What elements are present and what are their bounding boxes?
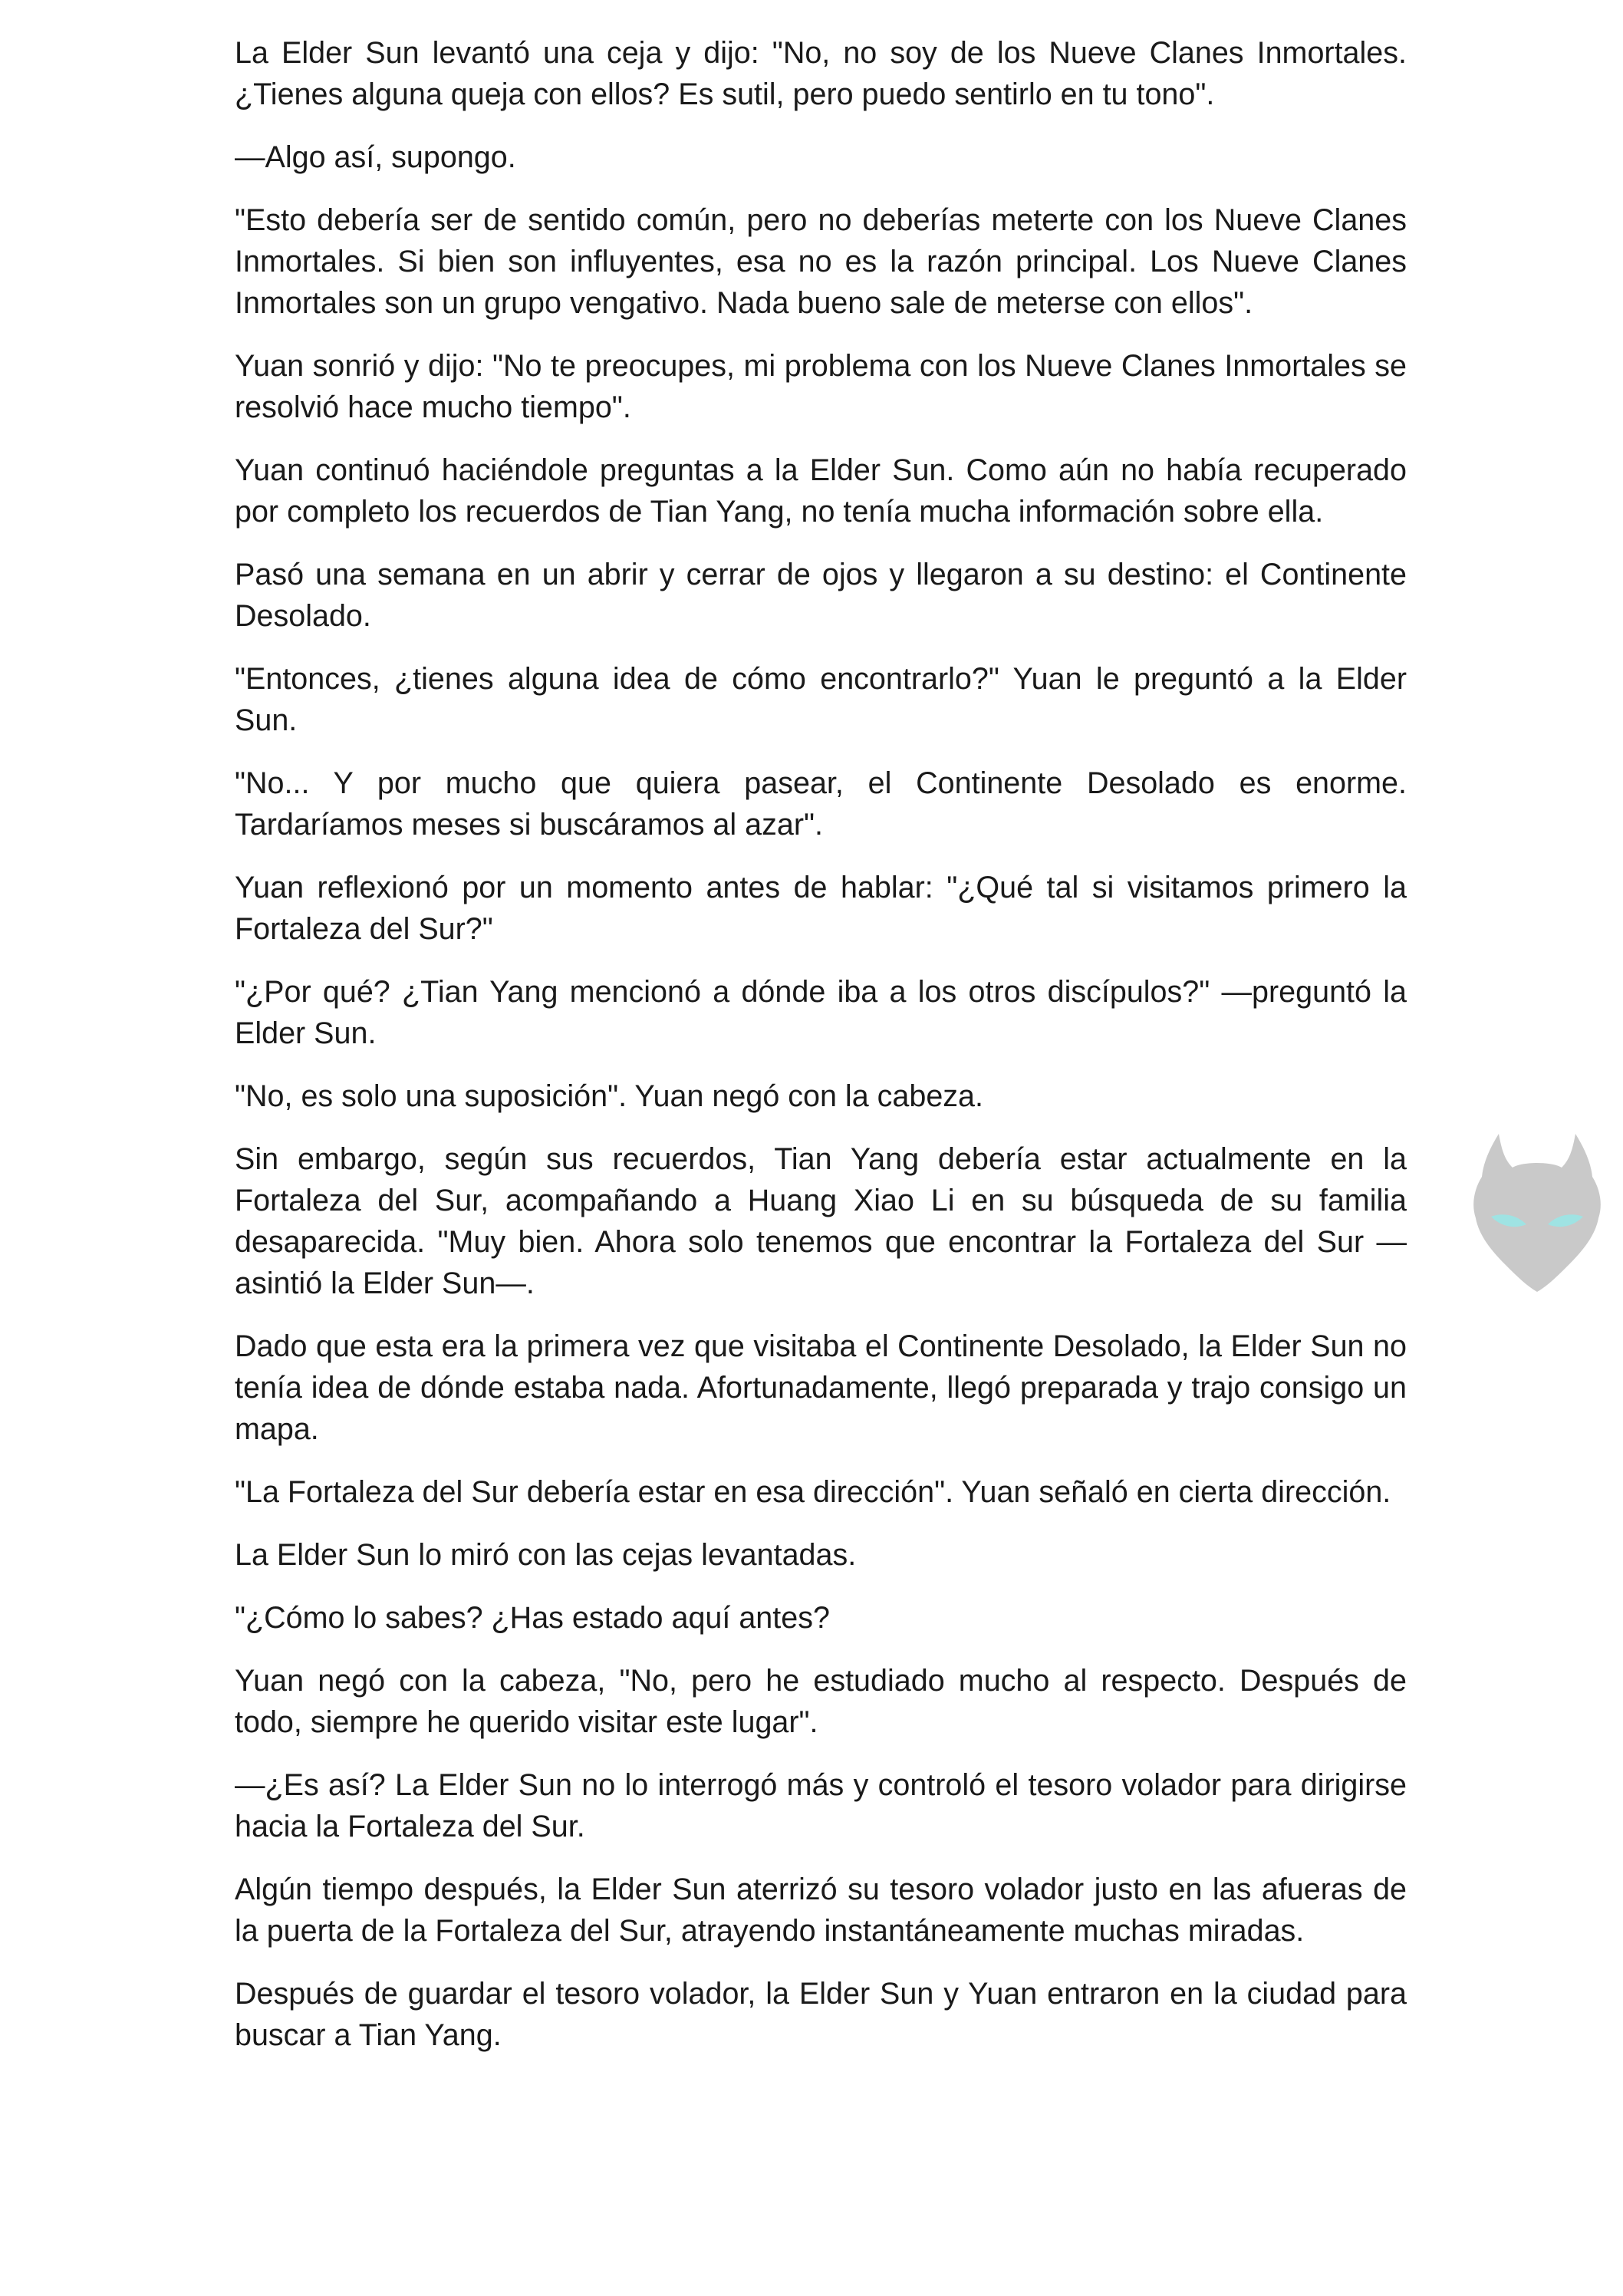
paragraph: Yuan continuó haciéndole preguntas a la Elder Sun. Como aún no había recuperado por completo los recuerdos de Tian Yang, no tenía mucha información sobre ella. bbox=[235, 453, 1407, 529]
body-text bbox=[235, 32, 1407, 2077]
paragraph: "¿Por qué? ¿Tian Yang mencionó a dónde iba a los otros discípulos?" —preguntó la Elder Sun. bbox=[235, 975, 1407, 1050]
paragraph: Sin embargo, según sus recuerdos, Tian Yang debería estar actualmente en la Fortaleza del Sur, acompañando a Huang Xiao Li en su búsqueda de su familia desaparecida. "Muy bien. Ahora solo tenemos que encontrar la Fortaleza del Sur —asintió la Elder Sun—. bbox=[235, 1142, 1407, 1300]
paragraph: "No... Y por mucho que quiera pasear, el Continente Desolado es enorme. Tardaríamos meses si buscáramos al azar". bbox=[235, 766, 1407, 842]
paragraph: Dado que esta era la primera vez que visitaba el Continente Desolado, la Elder Sun no tenía idea de dónde estaba nada. Afortunadamente, llegó preparada y trajo consigo un mapa. bbox=[235, 1329, 1407, 1446]
paragraph: Después de guardar el tesoro volador, la Elder Sun y Yuan entraron en la ciudad para buscar a Tian Yang. bbox=[235, 1977, 1407, 2052]
paragraph: "La Fortaleza del Sur debería estar en esa dirección". Yuan señaló en cierta dirección. bbox=[235, 1475, 1391, 1509]
demon-head-icon bbox=[1468, 1128, 1606, 1296]
paragraph: Pasó una semana en un abrir y cerrar de ojos y llegaron a su destino: el Continente Desolado. bbox=[235, 558, 1407, 633]
paragraph: "No, es solo una suposición". Yuan negó con la cabeza. bbox=[235, 1079, 983, 1113]
paragraph: —Algo así, supongo. bbox=[235, 140, 516, 174]
paragraph: "¿Cómo lo sabes? ¿Has estado aquí antes? bbox=[235, 1601, 830, 1635]
paragraph: Algún tiempo después, la Elder Sun aterrizó su tesoro volador justo en las afueras de la puerta de la Fortaleza del Sur, atrayendo instantáneamente muchas miradas. bbox=[235, 1873, 1407, 1948]
paragraph: Yuan sonrió y dijo: "No te preocupes, mi problema con los Nueve Clanes Inmortales se resolvió hace mucho tiempo". bbox=[235, 349, 1407, 424]
demon-head-shape bbox=[1473, 1134, 1601, 1292]
paragraph: La Elder Sun lo miró con las cejas levantadas. bbox=[235, 1538, 857, 1572]
paragraph: —¿Es así? La Elder Sun no lo interrogó más y controló el tesoro volador para dirigirse hacia la Fortaleza del Sur. bbox=[235, 1768, 1407, 1843]
paragraph: Yuan reflexionó por un momento antes de hablar: "¿Qué tal si visitamos primero la Fortaleza del Sur?" bbox=[235, 871, 1407, 946]
paragraph: La Elder Sun levantó una ceja y dijo: "No, no soy de los Nueve Clanes Inmortales. ¿Tienes alguna queja con ellos? Es sutil, pero puedo sentirlo en tu tono". bbox=[235, 36, 1407, 111]
paragraph: Yuan negó con la cabeza, "No, pero he estudiado mucho al respecto. Después de todo, siempre he querido visitar este lugar". bbox=[235, 1664, 1407, 1739]
paragraph: "Entonces, ¿tienes alguna idea de cómo encontrarlo?" Yuan le preguntó a la Elder Sun. bbox=[235, 662, 1407, 737]
paragraph: "Esto debería ser de sentido común, pero no deberías meterte con los Nueve Clanes Inmortales. Si bien son influyentes, esa no es la razón principal. Los Nueve Clanes Inmortales son un grupo vengativo. Nada bueno sale de meterse con ellos". bbox=[235, 203, 1407, 320]
